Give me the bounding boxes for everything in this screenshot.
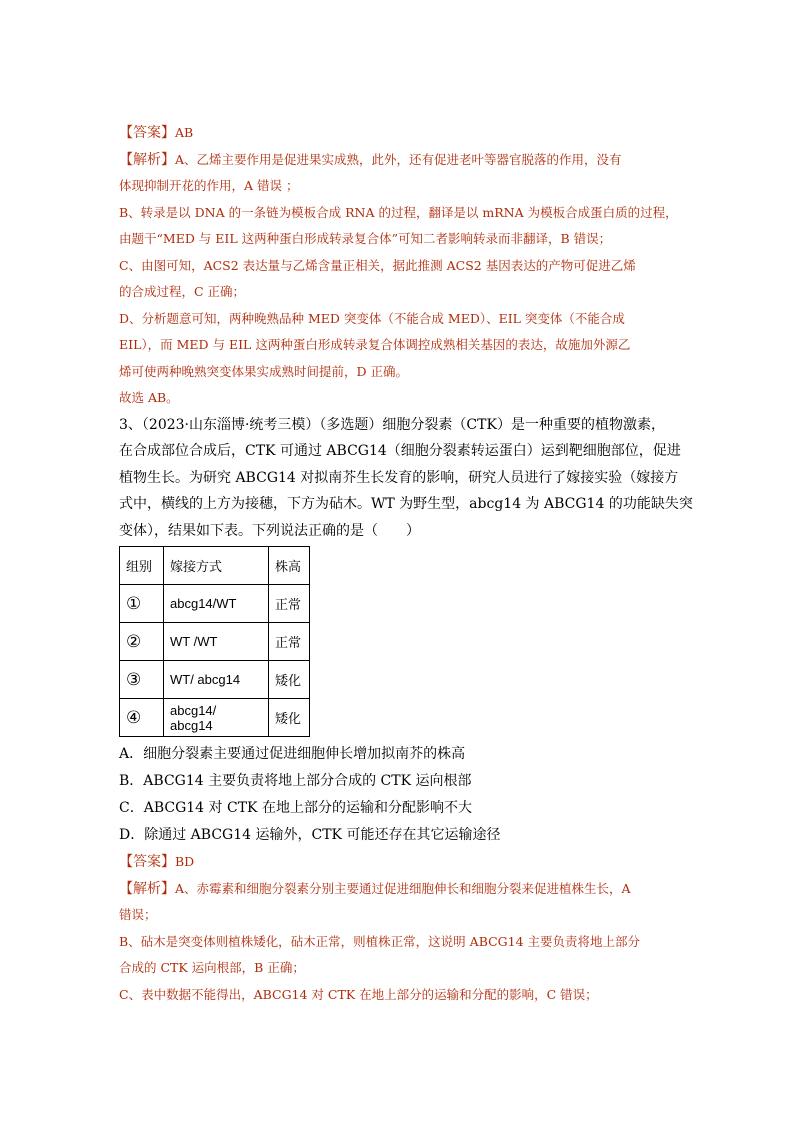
height-cell: 正常 [269,585,310,623]
analysis-line [119,147,679,174]
option-d: D．除通过 ABCG14 运输外，CTK 可能还存在其它运输途径 [119,827,501,843]
question-line: 植物生长。为研究 ABCG14 对拟南芥生长发育的影响，研究人员进行了嫁接实验（嫁接方 [119,469,679,486]
question-line: 在合成部位合成后，CTK 可通过 ABCG14（细胞分裂素转运蛋白）运到靶细胞部位，促进 [119,443,681,459]
table-row [120,661,310,699]
group-cell: ① [120,585,164,623]
analysis-tag: 【解析】 [119,151,175,168]
option-a: A．细胞分裂素主要通过促进细胞伸长增加拟南芥的株高 [119,746,466,762]
table-row [120,699,310,737]
answer-value: AB [175,125,194,140]
graft-cell: WT/ abcg14 [164,661,269,699]
group-cell: ④ [120,699,164,737]
question-line: 变体），结果如下表。下列说法正确的是（ ） [119,522,420,539]
table-header-cell: 嫁接方式 [164,547,269,585]
graft-cell: WT /WT [164,623,269,661]
conclusion-line: 故选 AB。 [119,390,179,405]
table-row [120,585,310,623]
answer-line-2 [119,849,679,876]
table-row [120,623,310,661]
height-cell: 矮化 [269,661,310,699]
table-header-row [120,547,310,585]
analysis-tag: 【解析】 [119,880,175,897]
question-line: 3、（2023·山东淄博·统考三模）（多选题）细胞分裂素（CTK）是一种重要的植物激素， [119,416,665,433]
answer-line-1 [119,120,679,147]
analysis-line: B、砧木是突变体则植株矮化，砧木正常，则植株正常，这说明 ABCG14 主要负责将地上部分 [119,933,641,949]
question-line: 式中，横线的上方为接穗，下方为砧木。WT 为野生型，abcg14 为 ABCG14 的功能缺失突 [119,496,693,512]
group-cell: ② [120,623,164,661]
grafting-table [119,546,310,737]
analysis-line: 由题干“MED 与 EIL 这两种蛋白形成转录复合体”可知二者影响转录而非翻译，B 错误； [119,231,612,246]
analysis-line: 体现抑制开花的作用，A 错误 ； [119,178,299,193]
analysis-text: A、乙烯主要作用是促进果实成熟，此外，还有促进老叶等器官脱落的作用，没有 [175,151,622,167]
analysis-line: EIL），而 MED 与 EIL 这两种蛋白形成转录复合体调控成熟相关基因的表达，故施加外源乙 [119,337,631,352]
height-cell: 正常 [269,623,310,661]
analysis-line: 错误； [119,907,157,922]
answer-value: BD [175,854,195,869]
height-cell: 矮化 [269,699,310,737]
document-content [119,120,693,1008]
analysis-line: C、表中数据不能得出，ABCG14 对 CTK 在地上部分的运输和分配的影响，C 错误； [119,986,598,1002]
analysis-line: 烯可使两种晚熟突变体果实成熟时间提前，D 正确。 [119,363,408,379]
analysis-text: A、赤霉素和细胞分裂素分别主要通过促进细胞伸长和细胞分裂来促进植株生长，A [175,880,631,896]
analysis-line: 合成的 CTK 运向根部，B 正确； [119,960,305,975]
analysis-line: C、由图可知，ACS2 表达量与乙烯含量正相关，据此推测 ACS2 基因表达的产物可促进乙烯 [119,257,636,273]
analysis-line [119,876,679,903]
group-cell: ③ [120,661,164,699]
answer-tag: 【答案】 [119,125,175,141]
table-header-cell: 株高 [269,547,310,585]
answer-tag: 【答案】 [119,854,175,870]
analysis-line: B、转录是以 DNA 的一条链为模板合成 RNA 的过程，翻译是以 mRNA 为模板合成蛋白质的过程， [119,204,678,220]
graft-cell: abcg14/ abcg14 [164,699,269,737]
table-header-cell: 组别 [120,547,164,585]
option-b: B．ABCG14 主要负责将地上部分合成的 CTK 运向根部 [119,773,472,789]
option-c: C．ABCG14 对 CTK 在地上部分的运输和分配影响不大 [119,800,472,816]
graft-cell: abcg14/WT [164,585,269,623]
analysis-line: 的合成过程，C 正确； [119,284,246,299]
analysis-line: D、分析题意可知，两种晚熟品种 MED 突变体（不能合成 MED）、EIL 突变体（不能合成 [119,310,625,326]
